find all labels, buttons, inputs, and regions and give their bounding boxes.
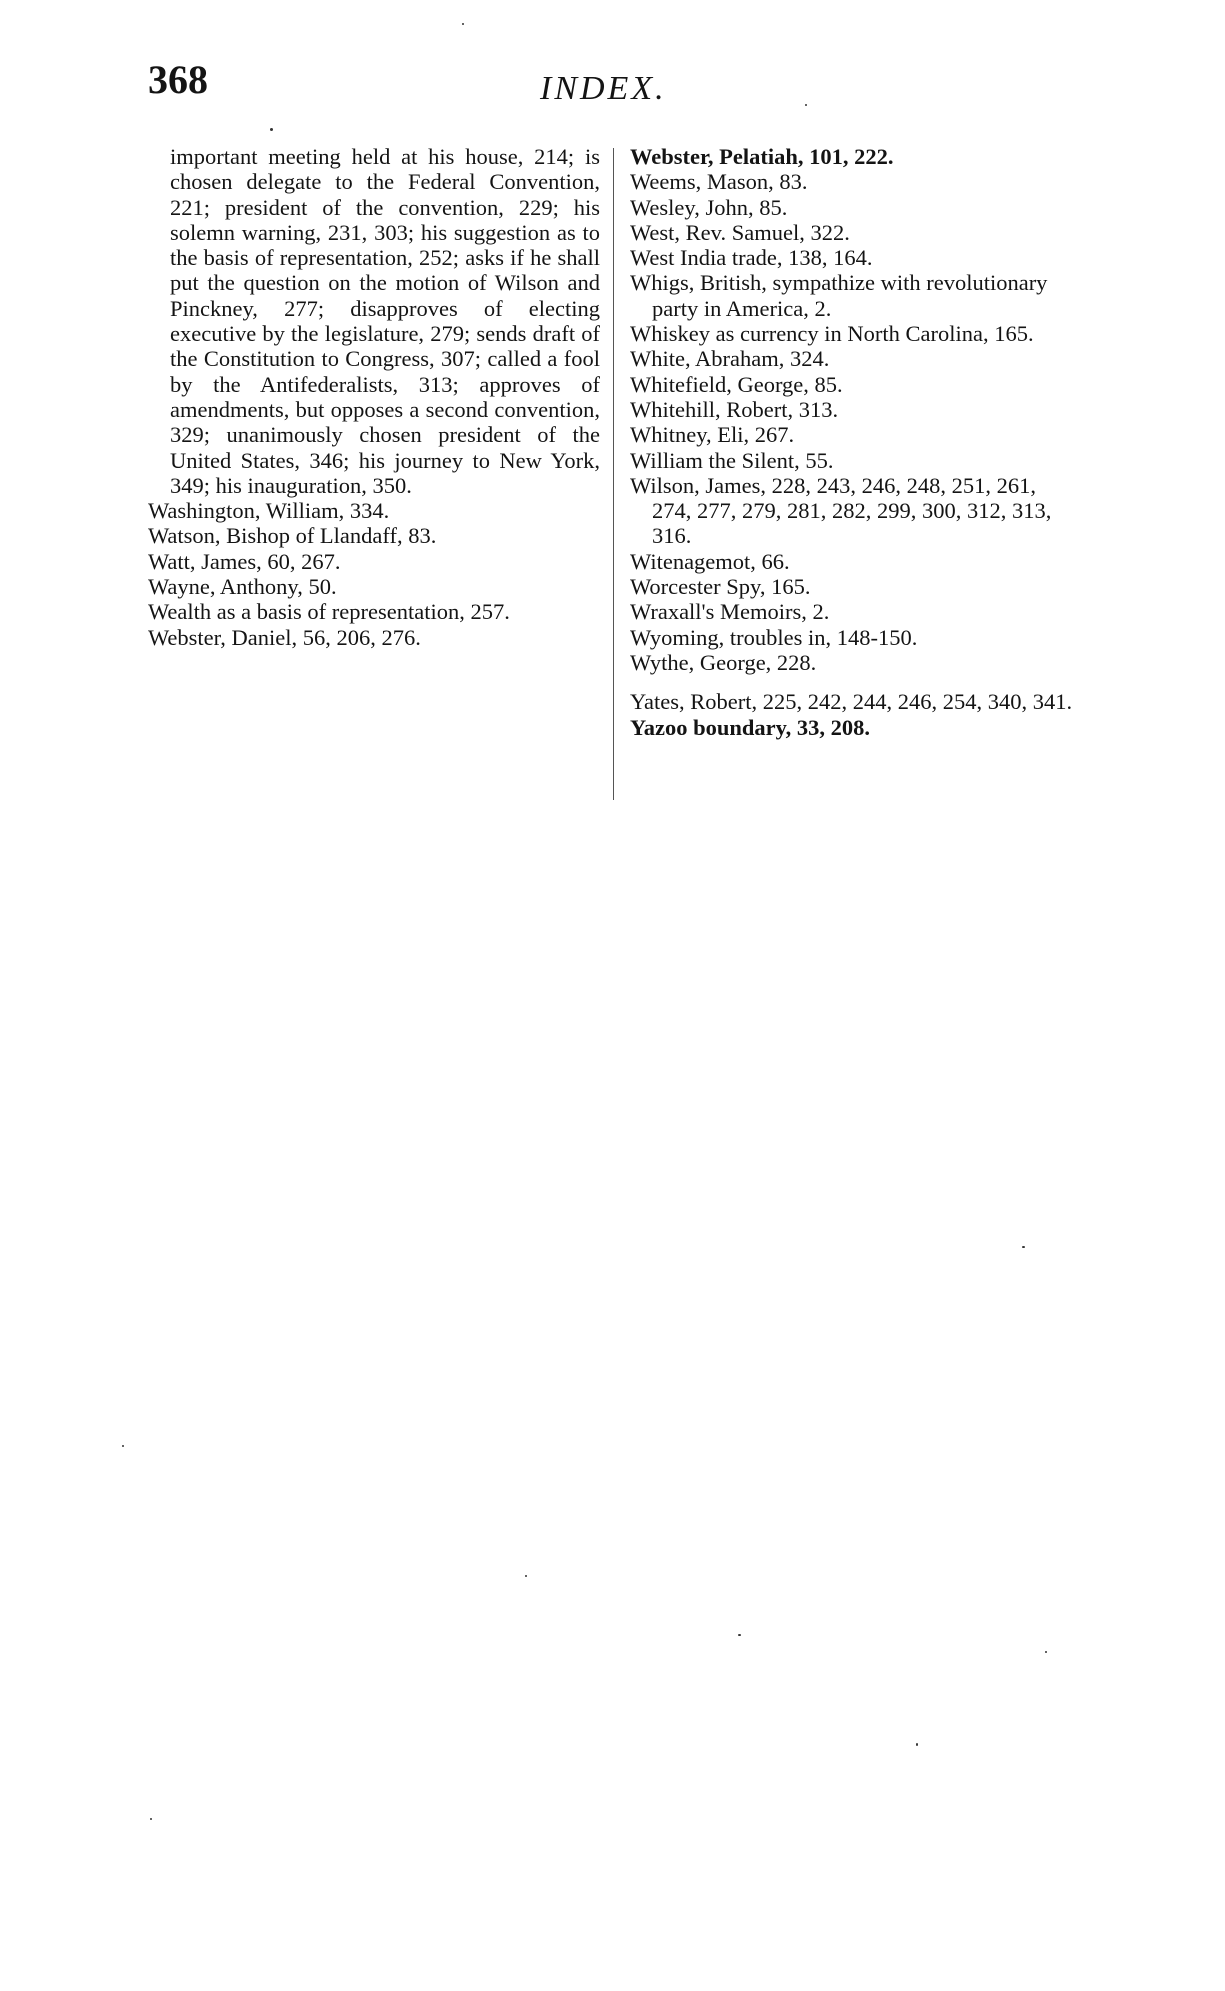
index-entry: Whitehill, Robert, 313. (630, 396, 839, 422)
index-entry: Webster, Daniel, 56, 206, 276. (148, 624, 421, 650)
letter-section-gap (630, 675, 1080, 689)
page-number: 368 (148, 57, 208, 102)
scan-speck (738, 1634, 741, 1636)
index-entry: Washington, William, 334. (148, 498, 390, 524)
index-entry: Worcester Spy, 165. (630, 574, 811, 600)
index-entry: Watson, Bishop of Llandaff, 83. (148, 523, 437, 549)
index-entry: William the Silent, 55. (630, 447, 834, 473)
scan-speck (1045, 1651, 1047, 1653)
index-entry: Weems, Mason, 83. (630, 169, 808, 195)
index-entry: West, Rev. Samuel, 322. (630, 219, 850, 245)
index-entry: Whigs, British, sympathize with revolutionary party in America, 2. (630, 270, 1048, 321)
index-column-right (630, 144, 1080, 740)
index-entry: Wayne, Anthony, 50. (148, 574, 337, 600)
index-entry: Yates, Robert, 225, 242, 244, 246, 254, 340, 341. (630, 689, 1073, 715)
index-entry: Whitefield, George, 85. (630, 371, 843, 397)
scan-speck (1022, 1246, 1025, 1248)
index-entry: West India trade, 138, 164. (630, 245, 873, 271)
index-entry: White, Abraham, 324. (630, 346, 830, 372)
scan-speck (525, 1575, 527, 1577)
index-entry: important meeting held at his house, 214; is chosen delegate to the Federal Convention, 221; president of the convention, 229; his solemn warning, 231, 303; his suggestion as to the basis of representation, 252; asks if he shall put the question on the motion of Wilson and Pinckney, 277; disapproves of electing executive by the legislature, 279; sends draft of the Constitution to Congress, 307; called a fool by the Antifederalists, 313; approves of amendments, but opposes a second convention, 329; unanimously chosen president of the United States, 346; his journey to New York, 349; his inauguration, 350. (170, 144, 600, 498)
scan-speck (150, 1818, 152, 1820)
index-entry: Whiskey as currency in North Carolina, 165. (630, 321, 1034, 347)
index-column-left (148, 144, 600, 650)
index-entry: Wesley, John, 85. (630, 194, 788, 220)
scan-speck (916, 1743, 918, 1746)
index-entry: Whitney, Eli, 267. (630, 422, 795, 448)
index-entry: Yazoo boundary, 33, 208. (630, 714, 871, 740)
index-entry: Witenagemot, 66. (630, 548, 790, 574)
index-entry: Watt, James, 60, 267. (148, 548, 341, 574)
scan-speck (122, 1445, 124, 1447)
column-divider (613, 148, 614, 800)
index-entry: Wraxall's Memoirs, 2. (630, 599, 830, 625)
running-head-title: INDEX. (540, 70, 667, 107)
scan-speck (270, 128, 273, 131)
index-entry: Wilson, James, 228, 243, 246, 248, 251, 261, 274, 277, 279, 281, 282, 299, 300, 312, 313, 316. (630, 472, 1052, 549)
scan-speck (462, 23, 464, 25)
index-entry: Webster, Pelatiah, 101, 222. (630, 144, 894, 169)
scan-speck (805, 104, 807, 106)
index-entry: Wealth as a basis of representation, 257. (148, 599, 510, 625)
index-entry: Wythe, George, 228. (630, 649, 817, 675)
index-entry: Wyoming, troubles in, 148-150. (630, 624, 918, 650)
